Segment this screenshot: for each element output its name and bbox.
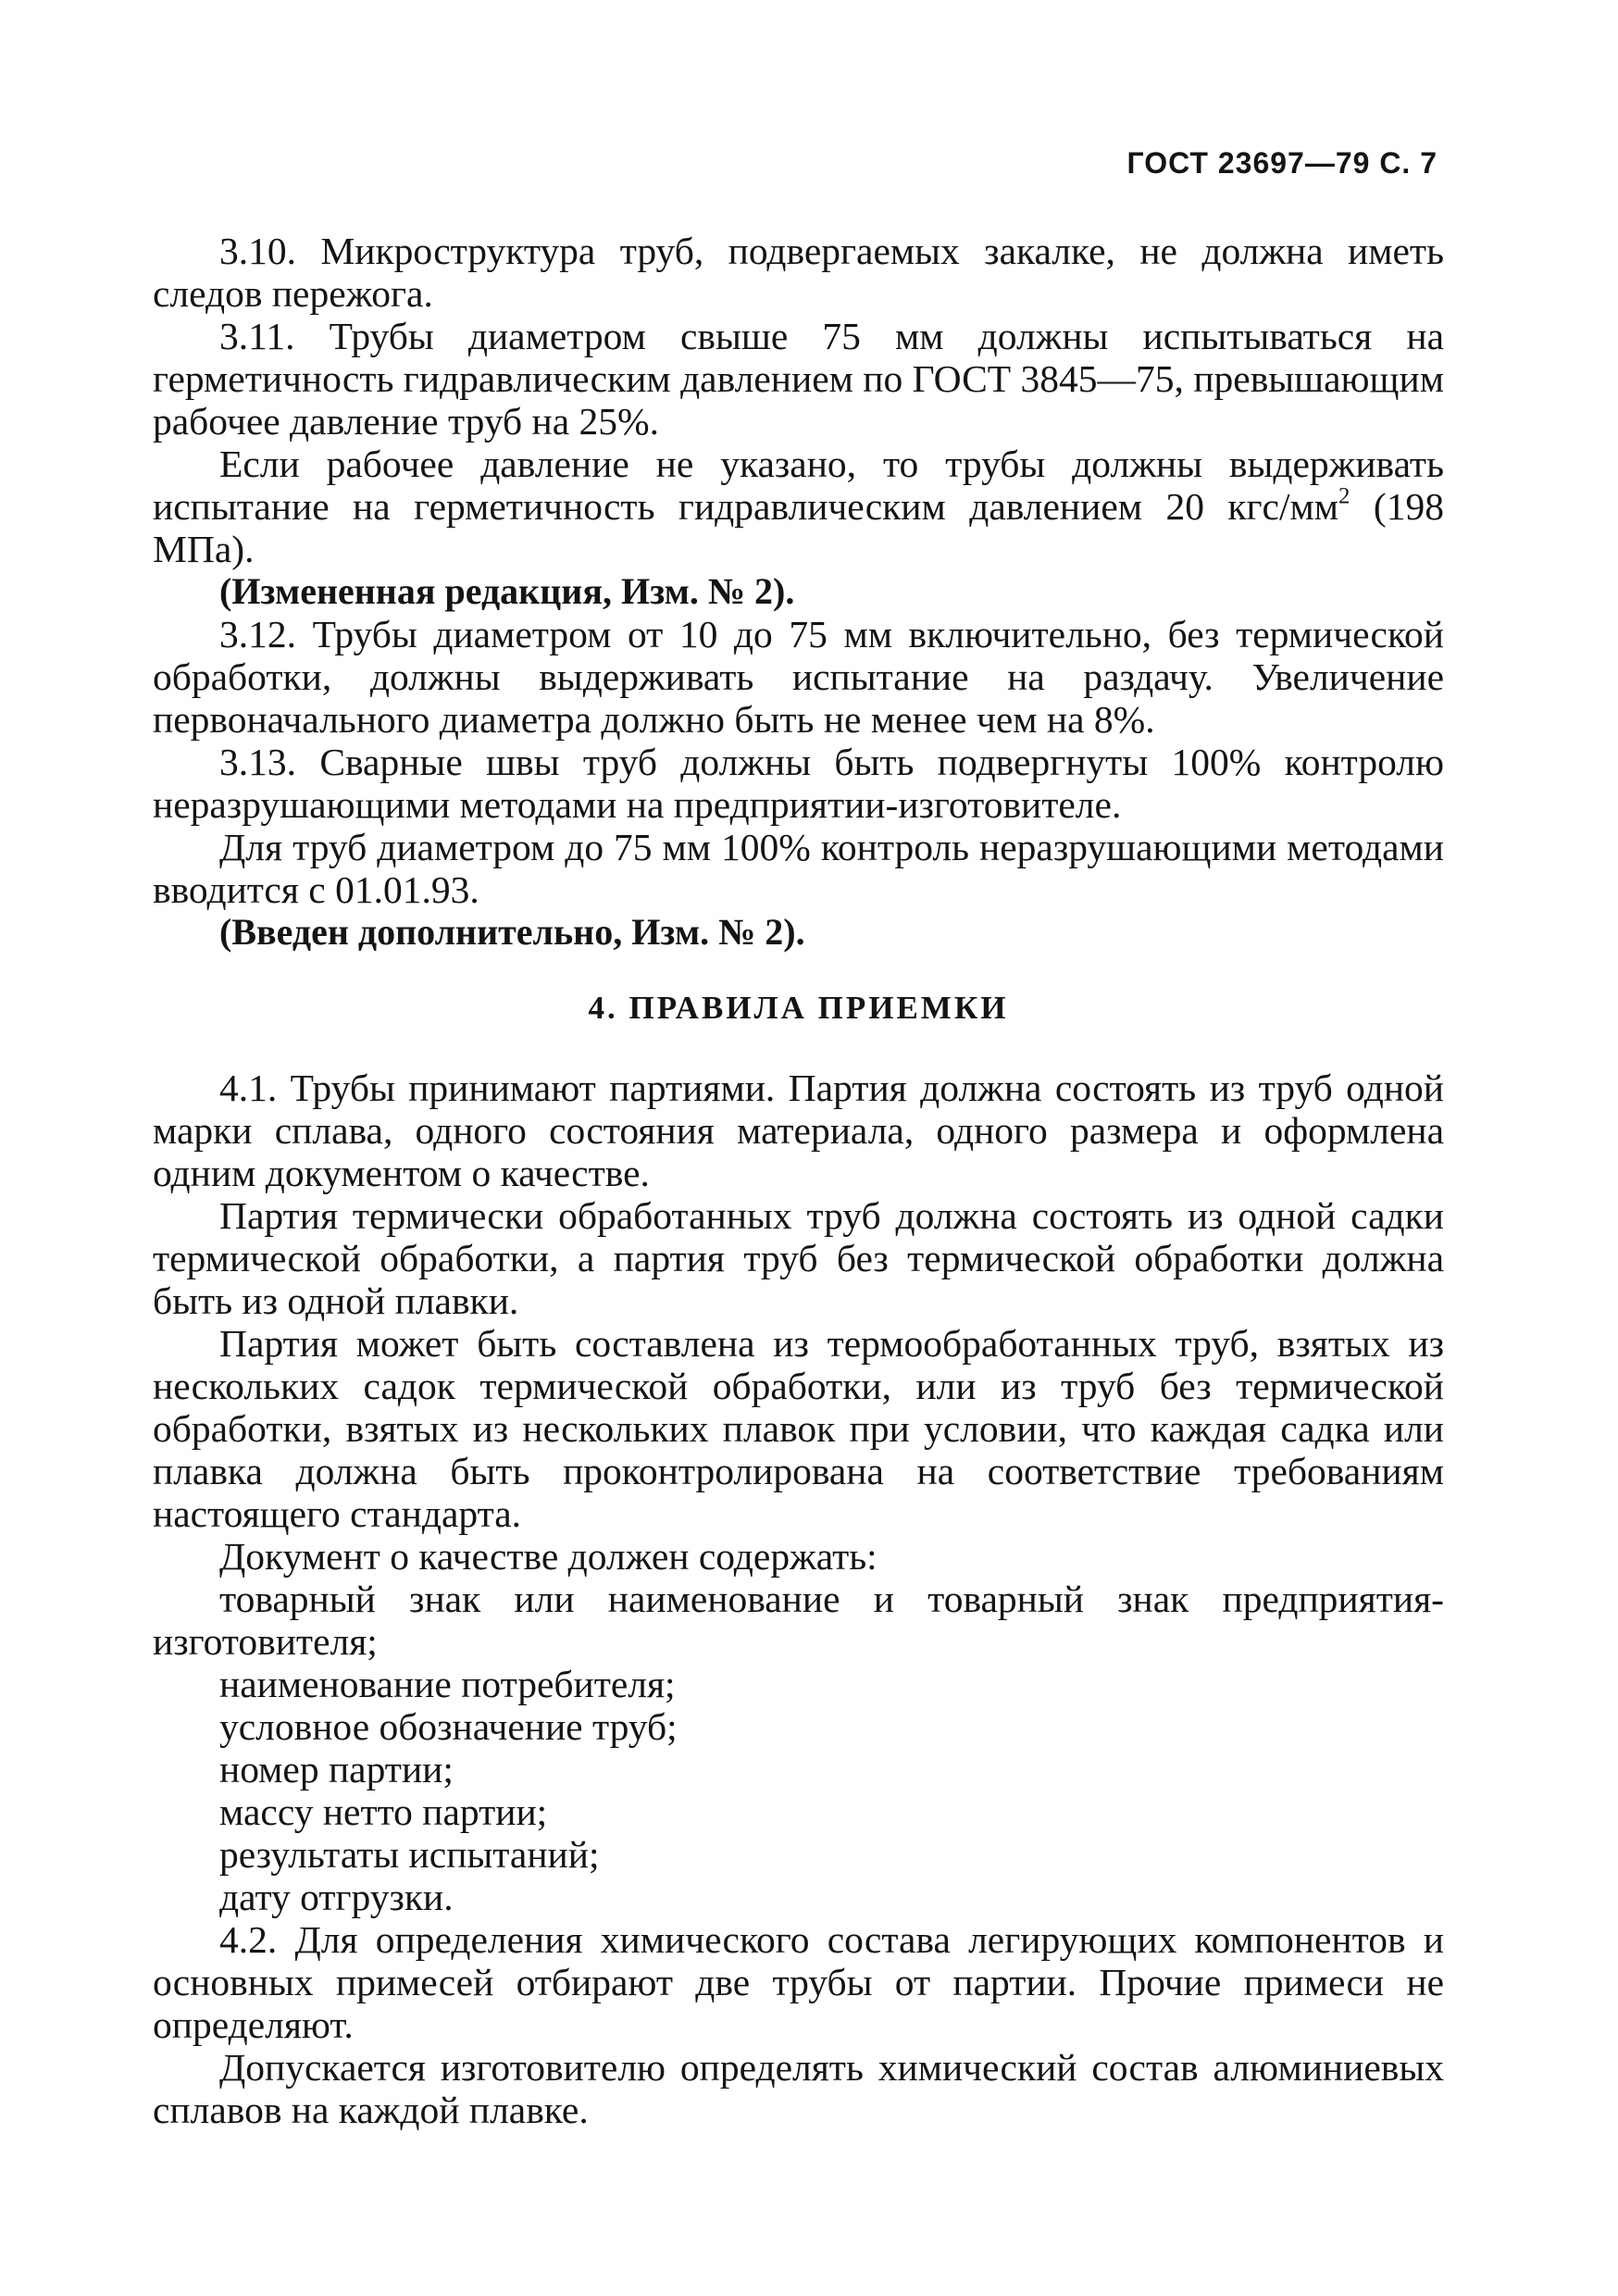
document-item: условное обозначение труб; bbox=[219, 1705, 678, 1748]
clause-4-1: 4.1. Трубы принимают партиями. Партия должна состоять из труб одной марки сплава, одного состояния материала, одного размера и оформлена одним документом о качестве. bbox=[153, 1067, 1444, 1194]
pressure-superscript: 2 bbox=[1338, 483, 1350, 509]
document-item: номер партии; bbox=[219, 1748, 454, 1791]
page-header bbox=[1126, 146, 1438, 181]
section-title: 4. ПРАВИЛА ПРИЕМКИ bbox=[588, 990, 1009, 1026]
standard-number: ГОСТ 23697—79 bbox=[1126, 146, 1371, 180]
pressure-tail: (198 МПа). bbox=[153, 485, 1444, 570]
document-item: товарный знак или наименование и товарный знак предприятия-изготовителя; bbox=[153, 1578, 1444, 1663]
clause-3-11: 3.11. Трубы диаметром свыше 75 мм должны испытываться на герметичность гидравлическим давлением по ГОСТ 3845—75, превышающим рабочее давление труб на 25%. bbox=[153, 315, 1444, 443]
page-body bbox=[153, 230, 1444, 2131]
page-number: С. 7 bbox=[1379, 146, 1438, 180]
clause-3-10: 3.10. Микроструктура труб, подвергаемых закалке, не должна иметь следов пережога. bbox=[153, 230, 1444, 315]
clause-4-2-allowance: Допускается изготовителю определять химический состав алюминиевых сплавов на каждой плавке. bbox=[153, 2046, 1444, 2131]
document-item: дату отгрузки. bbox=[219, 1876, 454, 1918]
clause-3-13: 3.13. Сварные швы труб должны быть подвергнуты 100% контролю неразрушающими методами на предприятии-изготовителе. bbox=[153, 741, 1444, 826]
pressure-text: Если рабочее давление не указано, то трубы должны выдерживать испытание на герметичность гидравлическим давлением 20 кгс/мм bbox=[153, 443, 1444, 528]
document-item: массу нетто партии; bbox=[219, 1791, 548, 1833]
amendment-note-2: (Введен дополнительно, Изм. № 2). bbox=[219, 911, 805, 953]
clause-4-1-document: Документ о качестве должен содержать: bbox=[219, 1535, 877, 1578]
clause-4-1-composition: Партия может быть составлена из термообработанных труб, взятых из нескольких садок термической обработки, или из труб без термической обработки, взятых из нескольких плавок при условии, что каждая садка или плавка должна быть проконтролирована на соответствие требованиям настоящего стандарта. bbox=[153, 1322, 1444, 1535]
clause-4-2: 4.2. Для определения химического состава легирующих компонентов и основных примесей отбирают две трубы от партии. Прочие примеси не определяют. bbox=[153, 1918, 1444, 2046]
clause-3-13-date: Для труб диаметром до 75 мм 100% контроль неразрушающими методами вводится с 01.01.93. bbox=[153, 826, 1444, 911]
clause-3-11-pressure bbox=[153, 443, 1444, 570]
clause-4-1-heat: Партия термически обработанных труб должна состоять из одной садки термической обработки, а партия труб без термической обработки должна быть из одной плавки. bbox=[153, 1194, 1444, 1322]
document-item: результаты испытаний; bbox=[219, 1833, 600, 1876]
clause-3-12: 3.12. Трубы диаметром от 10 до 75 мм включительно, без термической обработки, должны выдерживать испытание на раздачу. Увеличение первоначального диаметра должно быть не менее чем на 8%. bbox=[153, 613, 1444, 741]
document-item: наименование потребителя; bbox=[219, 1663, 676, 1705]
amendment-note-1: (Измененная редакция, Изм. № 2). bbox=[219, 570, 795, 612]
